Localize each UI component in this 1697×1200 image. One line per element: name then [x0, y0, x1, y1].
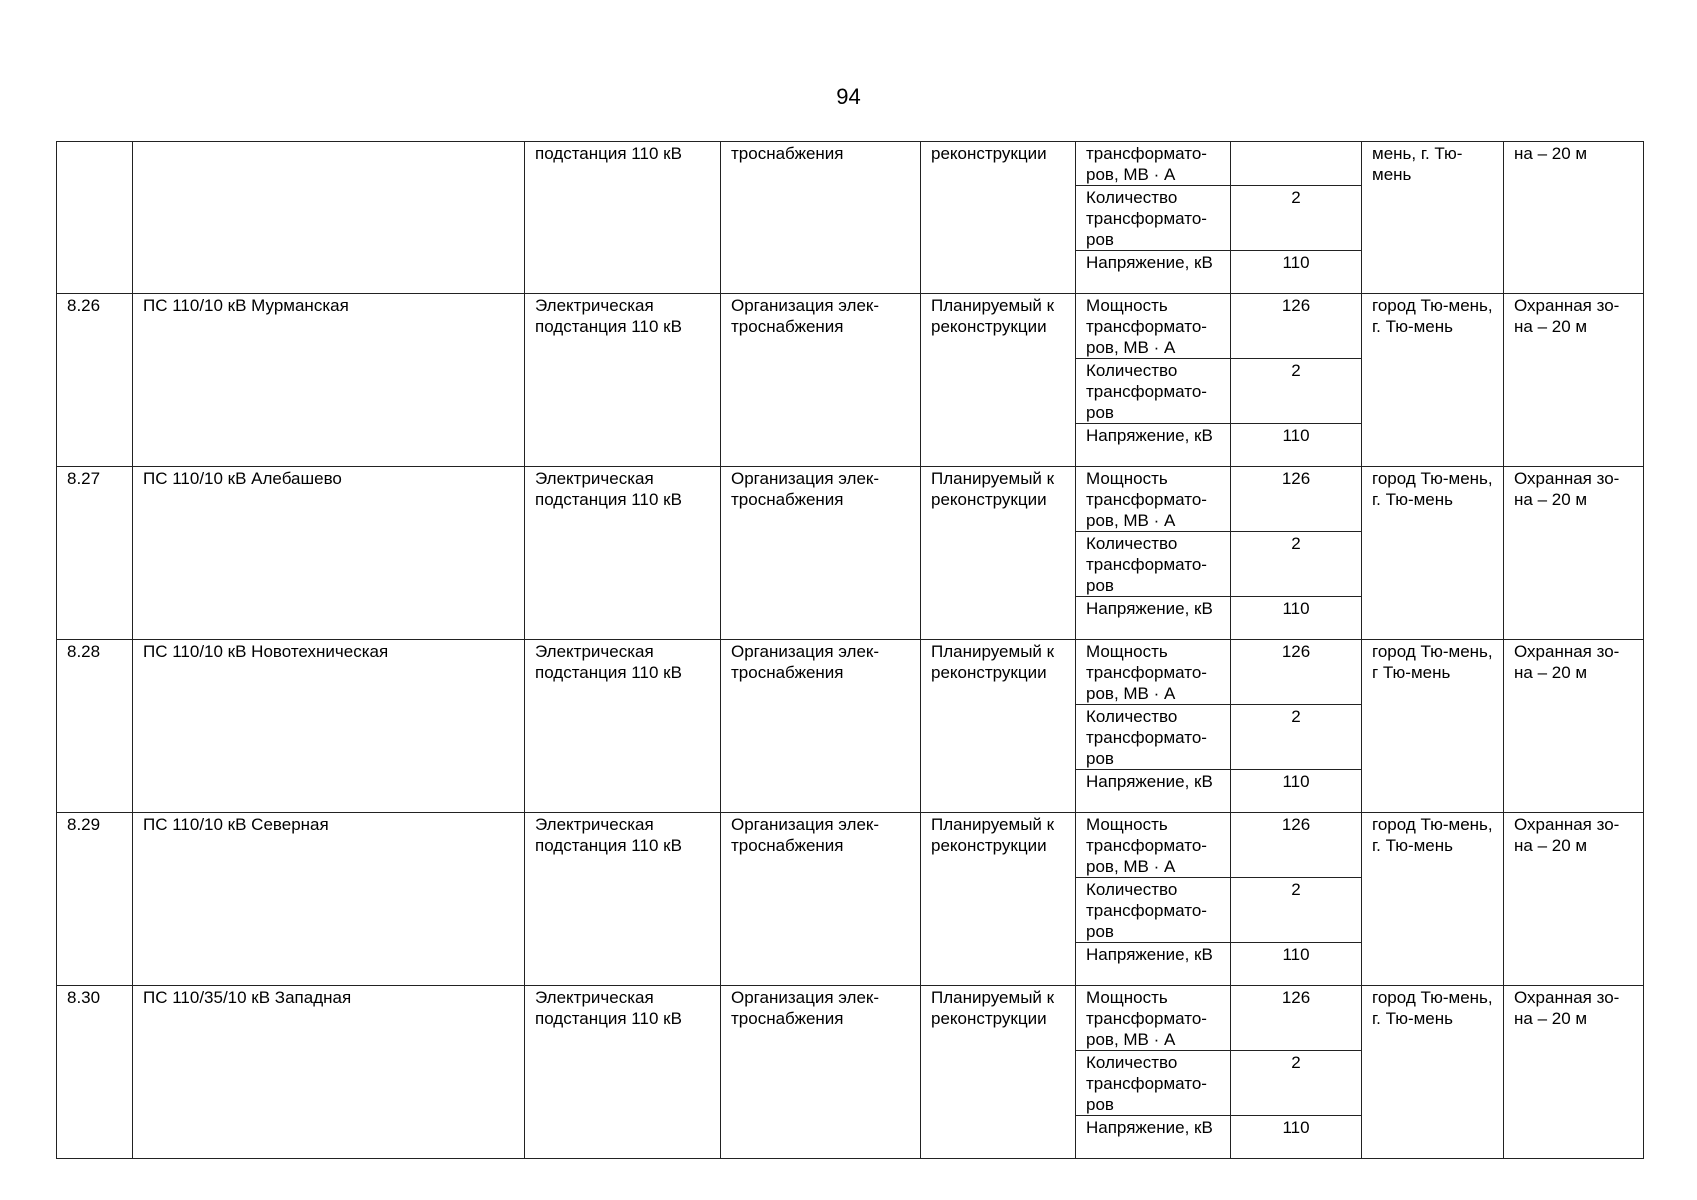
cell-location: город Тю-мень, г. Тю-мень — [1362, 467, 1504, 640]
cell-type: Электрическая подстанция 110 кВ — [525, 467, 721, 640]
cell-param-value: 110 — [1231, 424, 1362, 467]
cell-purpose: троснабжения — [721, 142, 921, 294]
cell-status: Планируемый к реконструкции — [921, 467, 1076, 640]
table-row — [57, 986, 1644, 1051]
cell-location: город Тю-мень, г. Тю-мень — [1362, 986, 1504, 1159]
page-number: 94 — [836, 84, 861, 109]
cell-type: Электрическая подстанция 110 кВ — [525, 640, 721, 813]
table-row-continuation — [57, 142, 1644, 186]
cell-number: 8.26 — [57, 294, 133, 467]
cell-param-value: 110 — [1231, 1116, 1362, 1159]
cell-purpose: Организация элек-троснабжения — [721, 467, 921, 640]
cell-zone: Охранная зо-на – 20 м — [1504, 813, 1644, 986]
cell-param-value: 2 — [1231, 359, 1362, 424]
cell-param-label: Напряжение, кВ — [1076, 943, 1231, 986]
cell-purpose: Организация элек-троснабжения — [721, 986, 921, 1159]
cell-param-label: Количество трансформато-ров — [1076, 532, 1231, 597]
cell-zone: на – 20 м — [1504, 142, 1644, 294]
cell-param-value: 126 — [1231, 813, 1362, 878]
cell-param-value — [1231, 142, 1362, 186]
cell-status: Планируемый к реконструкции — [921, 813, 1076, 986]
cell-location: город Тю-мень, г. Тю-мень — [1362, 294, 1504, 467]
cell-param-label: Количество трансформато-ров — [1076, 878, 1231, 943]
cell-location: город Тю-мень, г Тю-мень — [1362, 640, 1504, 813]
cell-param-value: 110 — [1231, 770, 1362, 813]
cell-name: ПС 110/10 кВ Северная — [133, 813, 525, 986]
cell-location: мень, г. Тю-мень — [1362, 142, 1504, 294]
cell-param-value: 110 — [1231, 251, 1362, 294]
cell-param-value: 2 — [1231, 532, 1362, 597]
cell-param-label: Количество трансформато-ров — [1076, 1051, 1231, 1116]
cell-zone: Охранная зо-на – 20 м — [1504, 294, 1644, 467]
cell-type: Электрическая подстанция 110 кВ — [525, 813, 721, 986]
table-row — [57, 813, 1644, 878]
cell-param-label: Мощность трансформато-ров, МВ · А — [1076, 640, 1231, 705]
cell-zone: Охранная зо-на – 20 м — [1504, 467, 1644, 640]
cell-param-label: Напряжение, кВ — [1076, 424, 1231, 467]
cell-number: 8.29 — [57, 813, 133, 986]
cell-name: ПС 110/10 кВ Мурманская — [133, 294, 525, 467]
cell-zone: Охранная зо-на – 20 м — [1504, 640, 1644, 813]
cell-param-label: Мощность трансформато-ров, МВ · А — [1076, 294, 1231, 359]
cell-zone: Охранная зо-на – 20 м — [1504, 986, 1644, 1159]
cell-purpose: Организация элек-троснабжения — [721, 294, 921, 467]
cell-param-value: 2 — [1231, 1051, 1362, 1116]
cell-status: Планируемый к реконструкции — [921, 986, 1076, 1159]
cell-name — [133, 142, 525, 294]
cell-name: ПС 110/10 кВ Новотехническая — [133, 640, 525, 813]
cell-param-value: 2 — [1231, 878, 1362, 943]
cell-number — [57, 142, 133, 294]
cell-param-value: 126 — [1231, 640, 1362, 705]
cell-param-label: Мощность трансформато-ров, МВ · А — [1076, 467, 1231, 532]
cell-param-label: Напряжение, кВ — [1076, 770, 1231, 813]
table-row — [57, 294, 1644, 359]
cell-status: реконструкции — [921, 142, 1076, 294]
cell-param-label: Мощность трансформато-ров, МВ · А — [1076, 986, 1231, 1051]
cell-type: подстанция 110 кВ — [525, 142, 721, 294]
cell-status: Планируемый к реконструкции — [921, 294, 1076, 467]
cell-type: Электрическая подстанция 110 кВ — [525, 986, 721, 1159]
cell-purpose: Организация элек-троснабжения — [721, 813, 921, 986]
cell-number: 8.28 — [57, 640, 133, 813]
cell-param-value: 110 — [1231, 943, 1362, 986]
cell-param-value: 110 — [1231, 597, 1362, 640]
cell-param-value: 2 — [1231, 705, 1362, 770]
table-row — [57, 467, 1644, 532]
cell-number: 8.30 — [57, 986, 133, 1159]
cell-location: город Тю-мень, г. Тю-мень — [1362, 813, 1504, 986]
cell-param-label: трансформато-ров, МВ · А — [1076, 142, 1231, 186]
cell-param-value: 126 — [1231, 294, 1362, 359]
cell-param-label: Количество трансформато-ров — [1076, 705, 1231, 770]
cell-purpose: Организация элек-троснабжения — [721, 640, 921, 813]
cell-param-label: Количество трансформато-ров — [1076, 359, 1231, 424]
cell-param-value: 126 — [1231, 467, 1362, 532]
table-row — [57, 640, 1644, 705]
cell-param-value: 2 — [1231, 186, 1362, 251]
cell-type: Электрическая подстанция 110 кВ — [525, 294, 721, 467]
cell-param-value: 126 — [1231, 986, 1362, 1051]
substations-table — [56, 141, 1644, 1159]
cell-name: ПС 110/10 кВ Алебашево — [133, 467, 525, 640]
cell-param-label: Мощность трансформато-ров, МВ · А — [1076, 813, 1231, 878]
cell-number: 8.27 — [57, 467, 133, 640]
cell-status: Планируемый к реконструкции — [921, 640, 1076, 813]
cell-param-label: Напряжение, кВ — [1076, 597, 1231, 640]
cell-name: ПС 110/35/10 кВ Западная — [133, 986, 525, 1159]
cell-param-label: Напряжение, кВ — [1076, 1116, 1231, 1159]
cell-param-label: Количество трансформато-ров — [1076, 186, 1231, 251]
cell-param-label: Напряжение, кВ — [1076, 251, 1231, 294]
